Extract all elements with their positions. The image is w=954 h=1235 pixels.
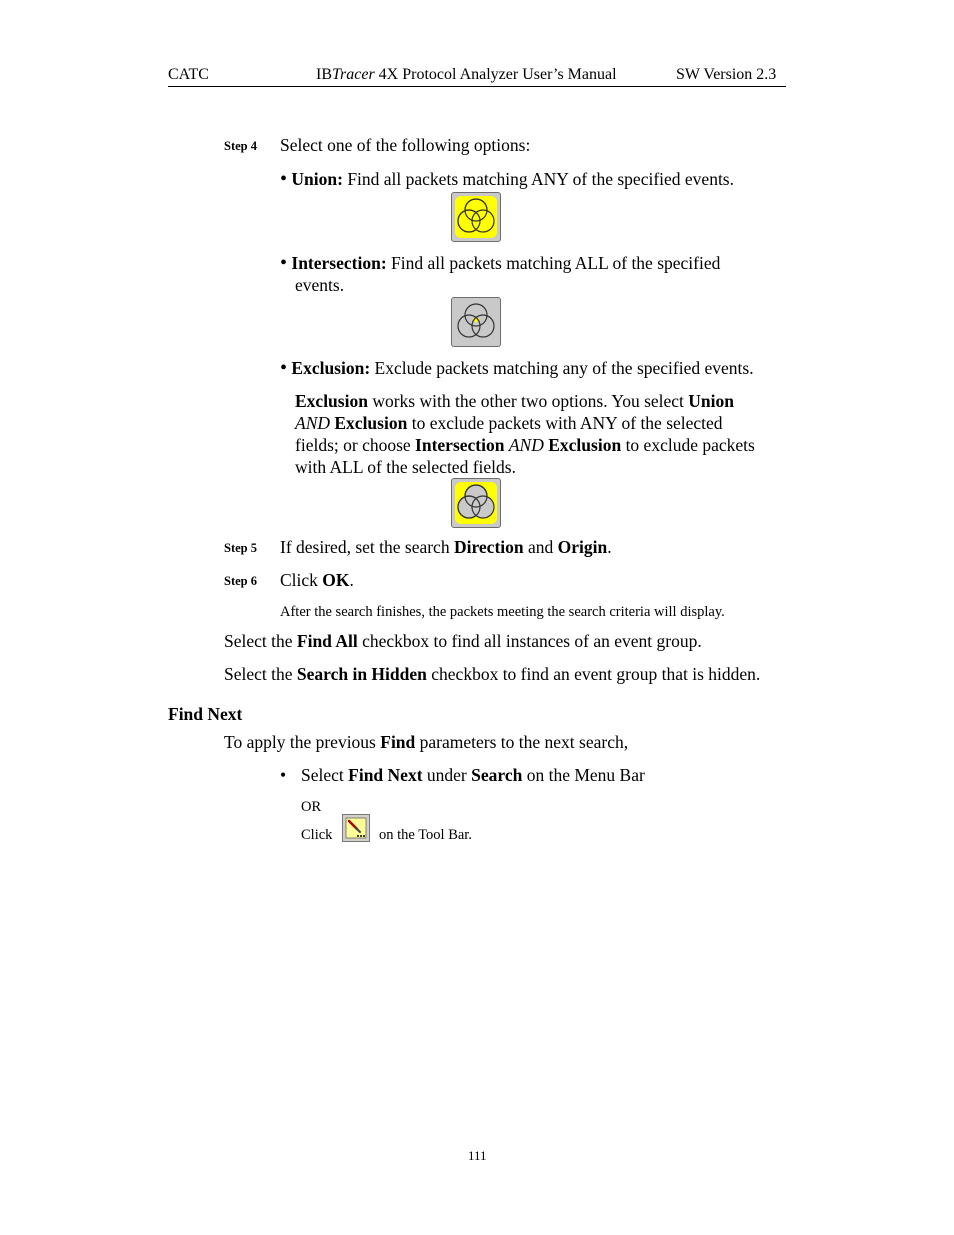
step4-label: Step 4 <box>224 139 257 153</box>
intersection-desc-line2: events. <box>295 275 345 295</box>
header-rule <box>168 86 786 87</box>
step6-text <box>280 570 354 591</box>
step4-text: Select one of the following options: <box>280 135 531 155</box>
exclusion-bold: Exclusion <box>295 391 368 411</box>
find-next-intro <box>224 732 628 753</box>
section-heading: Find Next <box>168 704 243 724</box>
find-next-icon <box>343 815 369 841</box>
intersection-venn-icon <box>451 297 501 347</box>
or-text: OR <box>301 799 322 815</box>
step5-t1: If desired, set the search <box>280 537 454 557</box>
union-venn-icon <box>451 192 501 242</box>
find-all-text <box>224 631 702 652</box>
intro-t1: To apply the previous <box>224 732 381 752</box>
exclusion-venn-icon <box>451 478 501 528</box>
intro-t2: parameters to the next search, <box>415 732 629 752</box>
step6-t1: Click <box>280 570 323 590</box>
find-next-toolbar-button[interactable] <box>342 814 370 842</box>
exclusion-bold: Exclusion <box>334 413 408 433</box>
intersection-term: Intersection: <box>291 253 387 273</box>
find-next-bold: Find Next <box>348 765 423 785</box>
search-bold: Search <box>471 765 523 785</box>
search-hidden-t2: checkbox to find an event group that is hidden. <box>426 664 761 684</box>
search-hidden-t1: Select the <box>224 664 297 684</box>
header-version: SW Version 2.3 <box>676 66 777 83</box>
bullet-icon: • <box>280 168 288 190</box>
bullet-icon: • <box>280 357 288 379</box>
intersection-desc: Find all packets matching ALL of the specified <box>386 253 721 273</box>
header-title <box>316 66 617 84</box>
union-term: Union: <box>291 169 343 189</box>
exclusion-desc: Exclude packets matching any of the specified events. <box>370 358 754 378</box>
step5-t3: . <box>607 537 612 557</box>
step6-label: Step 6 <box>224 574 257 588</box>
page-number: 111 <box>468 1148 487 1163</box>
title-italic: Tracer <box>332 66 375 83</box>
item-t1: Select <box>301 765 349 785</box>
exclusion-term: Exclusion: <box>291 358 371 378</box>
search-hidden-text <box>224 664 760 685</box>
exclusion-bold: Exclusion <box>548 435 622 455</box>
title-suffix: 4X Protocol Analyzer User’s Manual <box>374 66 617 83</box>
exclusion-text: fields; or choose <box>295 435 416 455</box>
find-next-item <box>301 765 645 786</box>
header-left: CATC <box>168 66 209 83</box>
exclusion-text: with ALL of the selected fields. <box>295 457 516 477</box>
ok-bold: OK <box>322 570 350 590</box>
exclusion-paragraph <box>295 390 790 478</box>
click-text: Click <box>301 827 333 843</box>
step5-t2: and <box>523 537 558 557</box>
intersection-bold: Intersection <box>415 435 505 455</box>
find-all-t2: checkbox to find all instances of an event group. <box>357 631 702 651</box>
find-next-bullet: • <box>280 765 287 785</box>
find-all-t1: Select the <box>224 631 297 651</box>
find-bold: Find <box>380 732 416 752</box>
search-hidden-bold: Search in Hidden <box>296 664 427 684</box>
toolbar-text: on the Tool Bar. <box>379 827 472 843</box>
direction-bold: Direction <box>453 537 524 557</box>
step5-label: Step 5 <box>224 541 257 555</box>
bullet-icon: • <box>280 252 288 274</box>
step6-t2: . <box>349 570 354 590</box>
union-option <box>280 168 734 191</box>
origin-bold: Origin <box>557 537 608 557</box>
step6-note: After the search finishes, the packets meeting the search criteria will display. <box>280 604 725 620</box>
find-all-bold: Find All <box>296 631 358 651</box>
union-bold: Union <box>688 391 735 411</box>
exclusion-text: works with the other two options. You select <box>367 391 689 411</box>
exclusion-text: to exclude packets <box>621 435 755 455</box>
step5-text <box>280 537 612 558</box>
union-desc: Find all packets matching ANY of the specified events. <box>342 169 734 189</box>
item-t3: on the Menu Bar <box>522 765 645 785</box>
title-prefix: IB <box>316 66 332 83</box>
intersection-option <box>280 252 720 275</box>
exclusion-text: to exclude packets with ANY of the selected <box>407 413 723 433</box>
item-t2: under <box>422 765 472 785</box>
and-italic: AND <box>295 413 330 433</box>
exclusion-option <box>280 357 754 380</box>
and-italic: AND <box>508 435 544 455</box>
